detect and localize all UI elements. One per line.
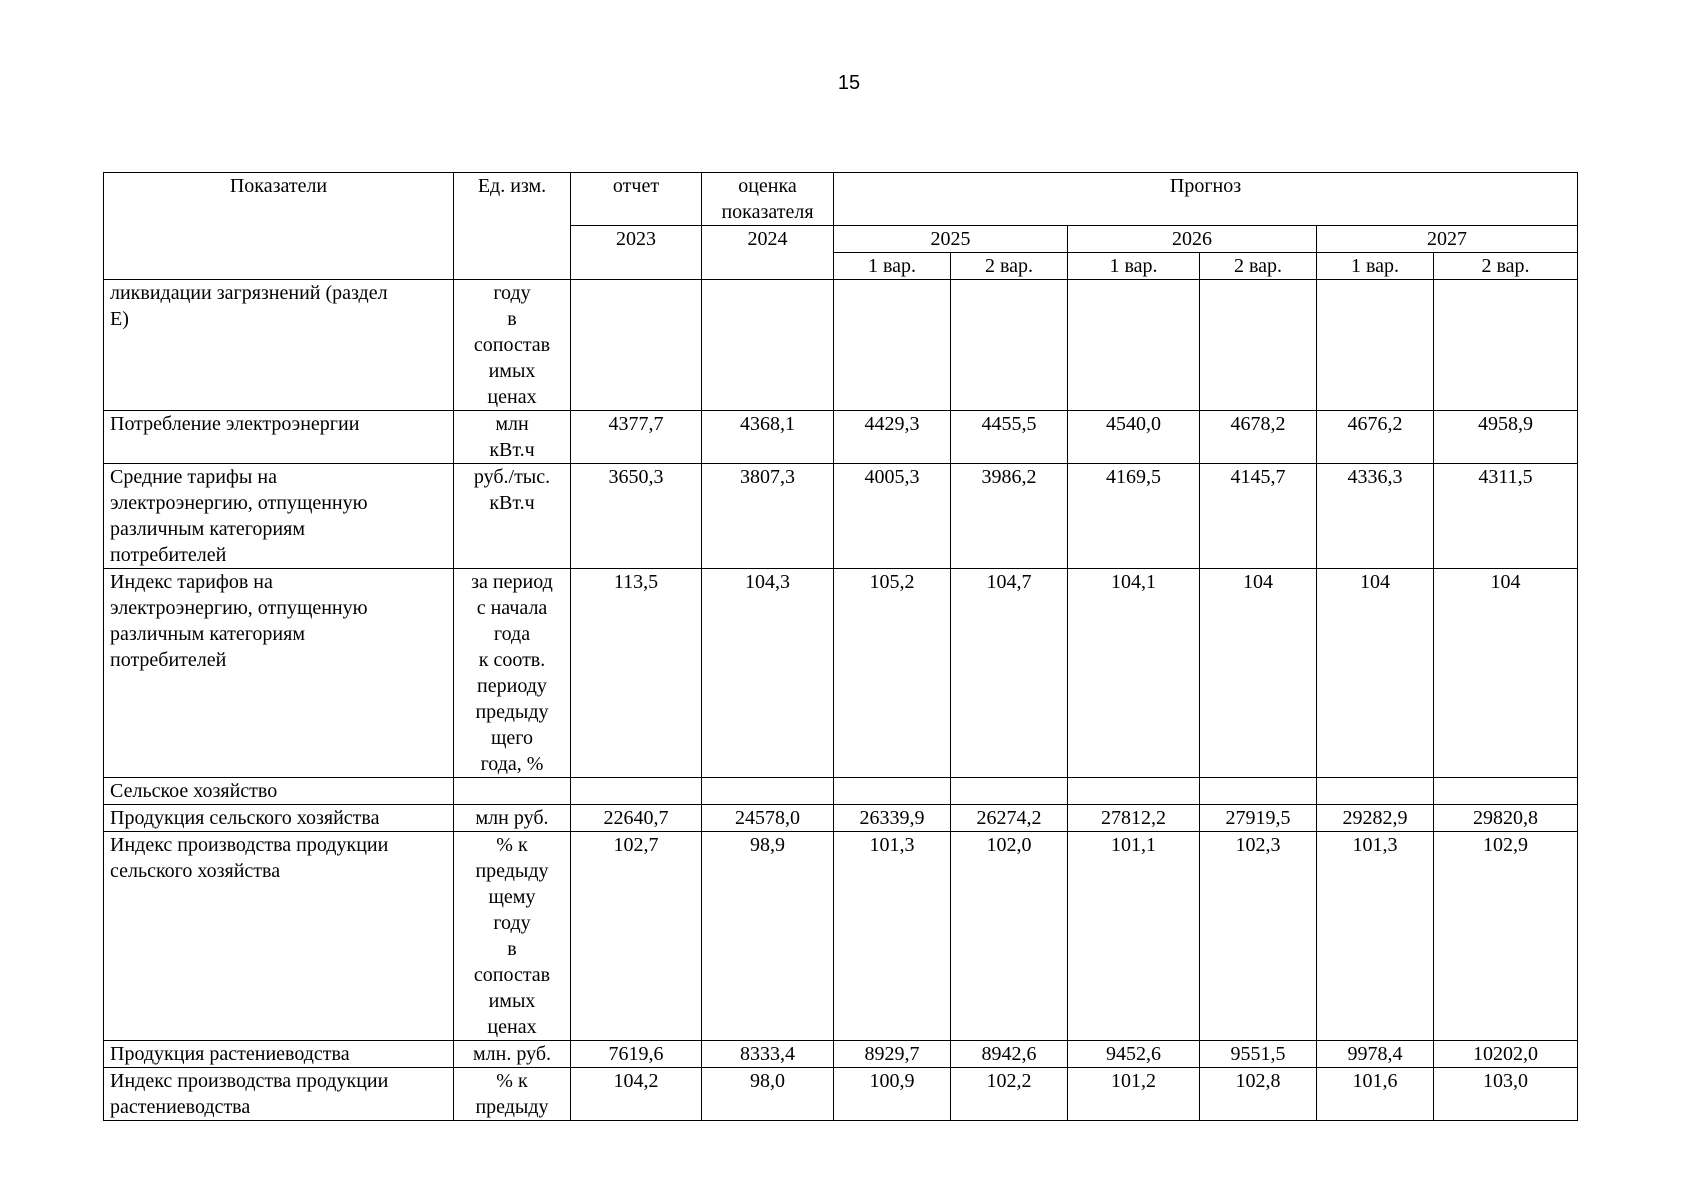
row-unit — [454, 411, 571, 464]
row-unit — [454, 805, 571, 832]
value-cell: 98,0 — [702, 1068, 834, 1121]
row-label — [104, 805, 454, 832]
row-label — [104, 832, 454, 1041]
row-label — [104, 569, 454, 778]
row-label-line: различным категориям — [110, 518, 305, 540]
value-cell: 29282,9 — [1317, 805, 1434, 832]
row-label — [104, 411, 454, 464]
empty-cell — [1317, 778, 1434, 805]
row-label-line: электроэнергию, отпущенную — [110, 597, 368, 619]
table-body — [104, 280, 1578, 1121]
row-label-line: Продукция растениеводства — [110, 1043, 350, 1065]
row-label — [104, 1068, 454, 1121]
row-unit — [454, 832, 571, 1041]
header-variant: 1 вар. — [1068, 253, 1200, 280]
value-cell: 27919,5 — [1200, 805, 1317, 832]
table-row — [104, 280, 1578, 411]
value-cell: 4958,9 — [1434, 411, 1578, 464]
header-forecast: Прогноз — [834, 173, 1578, 226]
header-estimate — [702, 173, 834, 226]
value-cell: 4336,3 — [1317, 464, 1434, 569]
value-cell: 102,0 — [951, 832, 1068, 1041]
header-estimate-line: оценка — [738, 175, 797, 197]
value-cell — [1434, 280, 1578, 411]
header-variant: 1 вар. — [1317, 253, 1434, 280]
value-cell — [1068, 280, 1200, 411]
row-unit-line: периоду — [477, 675, 547, 697]
row-unit-line: года — [493, 623, 531, 645]
table-header — [104, 173, 1578, 280]
row-unit-line: с начала — [476, 597, 548, 619]
row-unit-line: предыду — [475, 701, 549, 723]
header-year-2025: 2025 — [834, 226, 1068, 253]
row-unit — [454, 464, 571, 569]
row-unit-line: % к — [496, 1070, 528, 1092]
row-unit — [454, 1068, 571, 1121]
value-cell: 4540,0 — [1068, 411, 1200, 464]
row-unit-line: ценах — [487, 1016, 537, 1038]
value-cell: 4145,7 — [1200, 464, 1317, 569]
value-cell: 104,3 — [702, 569, 834, 778]
row-unit-line: ценах — [487, 386, 537, 408]
value-cell: 102,2 — [951, 1068, 1068, 1121]
row-label-line: сельского хозяйства — [110, 860, 281, 882]
header-year-2023: 2023 — [571, 226, 702, 280]
row-unit-line: году — [493, 282, 531, 304]
row-unit-line: предыду — [475, 1096, 549, 1118]
value-cell: 102,9 — [1434, 832, 1578, 1041]
value-cell — [702, 280, 834, 411]
table-row — [104, 1068, 1578, 1121]
row-label-line: растениеводства — [110, 1096, 251, 1118]
empty-cell — [834, 778, 951, 805]
value-cell: 4368,1 — [702, 411, 834, 464]
row-unit-line: кВт.ч — [489, 492, 535, 514]
value-cell: 104,7 — [951, 569, 1068, 778]
header-report: отчет — [571, 173, 702, 226]
row-label-line: Средние тарифы на — [110, 466, 277, 488]
row-label-line: потребителей — [110, 649, 227, 671]
row-label-line: ликвидации загрязнений (раздел — [110, 282, 388, 304]
value-cell: 4377,7 — [571, 411, 702, 464]
row-label-line: Индекс производства продукции — [110, 834, 389, 856]
section-title: Сельское хозяйство — [104, 778, 454, 805]
value-cell: 104 — [1200, 569, 1317, 778]
header-estimate-line: показателя — [721, 201, 814, 223]
value-cell: 24578,0 — [702, 805, 834, 832]
value-cell: 7619,6 — [571, 1041, 702, 1068]
value-cell: 10202,0 — [1434, 1041, 1578, 1068]
value-cell: 4169,5 — [1068, 464, 1200, 569]
row-label-line: Индекс тарифов на — [110, 571, 273, 593]
header-year-2027: 2027 — [1317, 226, 1578, 253]
value-cell: 8333,4 — [702, 1041, 834, 1068]
value-cell: 3650,3 — [571, 464, 702, 569]
value-cell: 100,9 — [834, 1068, 951, 1121]
value-cell: 29820,8 — [1434, 805, 1578, 832]
value-cell: 104 — [1317, 569, 1434, 778]
header-variant: 1 вар. — [834, 253, 951, 280]
table-row — [104, 464, 1578, 569]
value-cell: 98,9 — [702, 832, 834, 1041]
row-unit-line: в — [507, 308, 517, 330]
value-cell: 4676,2 — [1317, 411, 1434, 464]
row-unit-line: щего — [491, 727, 533, 749]
value-cell: 4678,2 — [1200, 411, 1317, 464]
row-unit-line: млн — [495, 413, 529, 435]
row-label-line: электроэнергию, отпущенную — [110, 492, 368, 514]
value-cell: 9551,5 — [1200, 1041, 1317, 1068]
row-label-line: потребителей — [110, 544, 227, 566]
header-variant: 2 вар. — [1434, 253, 1578, 280]
empty-cell — [1434, 778, 1578, 805]
empty-cell — [951, 778, 1068, 805]
value-cell: 104 — [1434, 569, 1578, 778]
value-cell: 26274,2 — [951, 805, 1068, 832]
row-label-line: Продукция сельского хозяйства — [110, 807, 380, 829]
empty-cell — [702, 778, 834, 805]
value-cell — [1317, 280, 1434, 411]
row-unit-line: руб./тыс. — [473, 466, 551, 488]
row-label — [104, 280, 454, 411]
value-cell: 8942,6 — [951, 1041, 1068, 1068]
row-unit-line: млн руб. — [475, 807, 549, 829]
row-unit-line: в — [507, 938, 517, 960]
row-unit-line: кВт.ч — [489, 439, 535, 461]
header-indicators: Показатели — [104, 173, 454, 280]
row-unit-line: года, % — [480, 753, 544, 775]
row-label-line: E) — [110, 308, 129, 330]
value-cell: 4455,5 — [951, 411, 1068, 464]
value-cell: 104,1 — [1068, 569, 1200, 778]
value-cell: 22640,7 — [571, 805, 702, 832]
value-cell: 4429,3 — [834, 411, 951, 464]
value-cell — [834, 280, 951, 411]
value-cell: 101,1 — [1068, 832, 1200, 1041]
value-cell: 102,3 — [1200, 832, 1317, 1041]
row-unit — [454, 280, 571, 411]
value-cell — [571, 280, 702, 411]
row-unit-line: % к — [496, 834, 528, 856]
value-cell: 103,0 — [1434, 1068, 1578, 1121]
value-cell: 4005,3 — [834, 464, 951, 569]
row-label-line: Потребление электроэнергии — [110, 413, 360, 435]
value-cell: 113,5 — [571, 569, 702, 778]
page-number: 15 — [837, 72, 861, 94]
value-cell: 101,2 — [1068, 1068, 1200, 1121]
value-cell: 102,7 — [571, 832, 702, 1041]
row-label — [104, 1041, 454, 1068]
value-cell: 3986,2 — [951, 464, 1068, 569]
table-row — [104, 832, 1578, 1041]
row-unit-line: млн. руб. — [473, 1043, 551, 1065]
value-cell: 101,6 — [1317, 1068, 1434, 1121]
value-cell: 105,2 — [834, 569, 951, 778]
value-cell: 101,3 — [1317, 832, 1434, 1041]
row-unit-line: имых — [488, 990, 536, 1012]
indicators-table — [103, 172, 1578, 1121]
row-unit-line: году — [493, 912, 531, 934]
value-cell: 26339,9 — [834, 805, 951, 832]
table-row — [104, 411, 1578, 464]
header-year-2024: 2024 — [702, 226, 834, 280]
row-unit-line: сопостав — [473, 334, 551, 356]
empty-cell — [571, 778, 702, 805]
value-cell: 104,2 — [571, 1068, 702, 1121]
row-unit — [454, 569, 571, 778]
value-cell: 8929,7 — [834, 1041, 951, 1068]
row-unit-line: предыду — [475, 860, 549, 882]
header-variant: 2 вар. — [951, 253, 1068, 280]
value-cell: 9452,6 — [1068, 1041, 1200, 1068]
section-row — [104, 778, 1578, 805]
row-unit-line: к соотв. — [478, 649, 546, 671]
row-unit-line: щему — [488, 886, 536, 908]
row-label-line: Индекс производства продукции — [110, 1070, 389, 1092]
value-cell: 102,8 — [1200, 1068, 1317, 1121]
header-variant: 2 вар. — [1200, 253, 1317, 280]
header-year-2026: 2026 — [1068, 226, 1317, 253]
value-cell: 27812,2 — [1068, 805, 1200, 832]
value-cell: 3807,3 — [702, 464, 834, 569]
empty-cell — [454, 778, 571, 805]
header-unit: Ед. изм. — [454, 173, 571, 280]
row-unit — [454, 1041, 571, 1068]
value-cell — [951, 280, 1068, 411]
row-label-line: различным категориям — [110, 623, 305, 645]
row-unit-line: сопостав — [473, 964, 551, 986]
table-row — [104, 569, 1578, 778]
value-cell: 101,3 — [834, 832, 951, 1041]
row-label — [104, 464, 454, 569]
value-cell: 4311,5 — [1434, 464, 1578, 569]
row-unit-line: за период — [471, 571, 553, 593]
table-row — [104, 1041, 1578, 1068]
value-cell — [1200, 280, 1317, 411]
value-cell: 9978,4 — [1317, 1041, 1434, 1068]
row-unit-line: имых — [488, 360, 536, 382]
empty-cell — [1068, 778, 1200, 805]
empty-cell — [1200, 778, 1317, 805]
table-row — [104, 805, 1578, 832]
